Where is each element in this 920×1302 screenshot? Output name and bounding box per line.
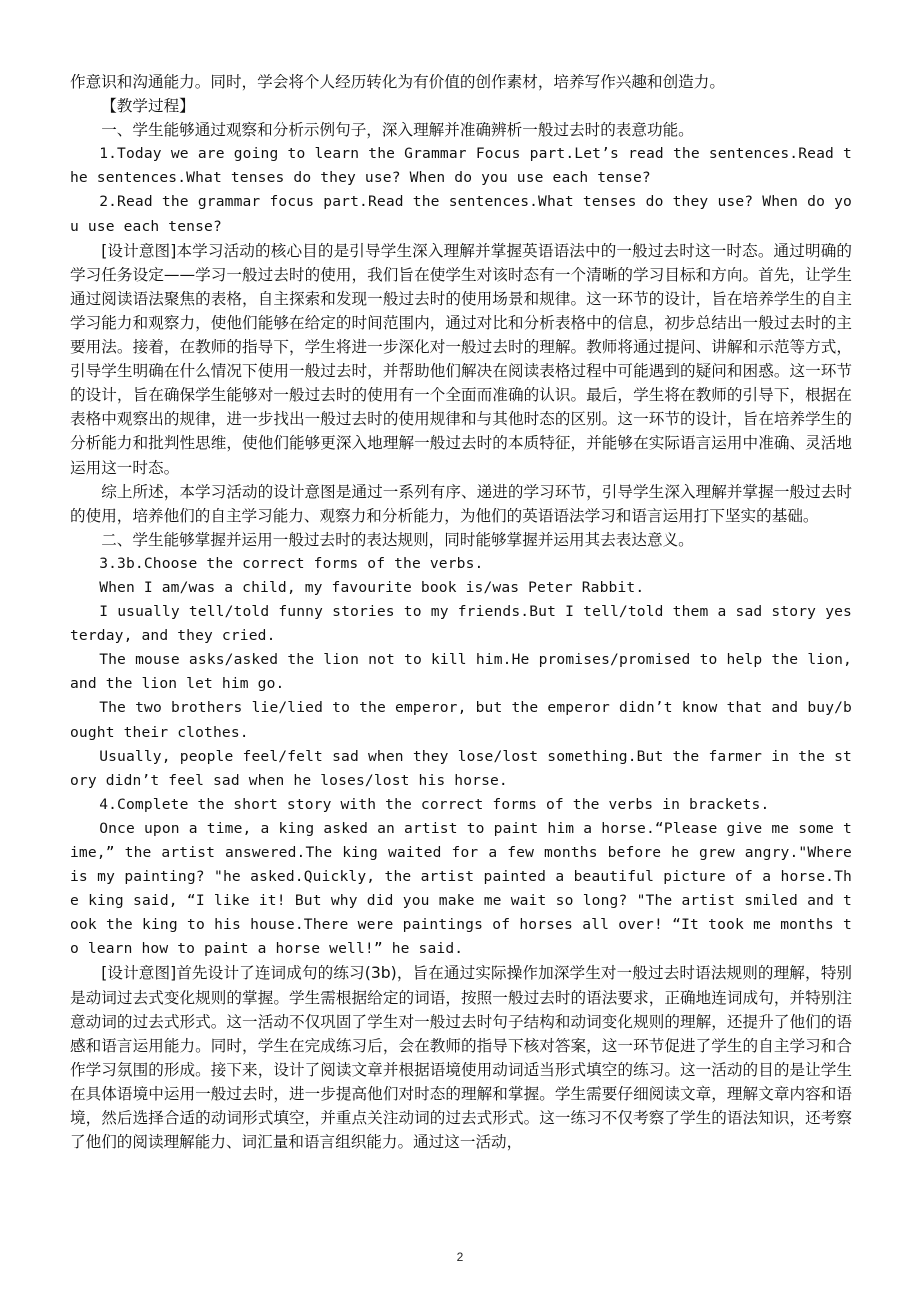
summary-paragraph: 综上所述，本学习活动的设计意图是通过一系列有序、递进的学习环节，引导学生深入理解并掌握一般过去时的使用，培养他们的自主学习能力、观察力和分析能力，为他们的英语语法学习和语言运用打下坚实的基础。 [70, 482, 852, 525]
design-intent-paragraph-1: [设计意图]本学习活动的核心目的是引导学生深入理解并掌握英语语法中的一般过去时这一时态。通过明确的学习任务设定——学习一般过去时的使用，我们旨在使学生对该时态有一个清晰的学习目标和方向。首先，让学生通过阅读语法聚焦的表格，自主探索和发现一般过去时的使用场景和规律。这一环节的设计，旨在培养学生的自主学习能力和观察力，使他们能够在给定的时间范围内，通过对比和分析表格中的信息，初步总结出一般过去时的主要用法。接着，在教师的指导下，学生将进一步深化对一般过去时的理解。教师将通过提问、讲解和示范等方式，引导学生明确在什么情况下使用一般过去时，并帮助他们解决在阅读表格过程中可能遇到的疑问和困惑。这一环节的设计，旨在确保学生能够对一般过去时的使用有一个全面而准确的认识。最后，学生将在教师的引导下，根据在表格中观察出的规律，进一步找出一般过去时的使用规律和与其他时态的区别。这一环节的设计，旨在培养学生的分析能力和批判性思维，使他们能够更深入地理解一般过去时的本质特征，并能够在实际语言运用中准确、灵活地运用这一时态。 [70, 241, 852, 477]
exercise-sentence: Usually, people feel/felt sad when they lose/lost something.But the farmer in the story didn’t feel sad when he loses/lost his horse. [70, 747, 852, 789]
activity-step-1: 1.Today we are going to learn the Grammar Focus part.Let’s read the sentences.Read the sentences.What tenses do they use? When do you use each tense? [70, 145, 852, 187]
objective-heading-2: 二、学生能够掌握并运用一般过去时的表达规则，同时能够掌握并运用其去表达意义。 [101, 530, 694, 549]
paragraph-continuation: 作意识和沟通能力。同时，学会将个人经历转化为有价值的创作素材，培养写作兴趣和创造力。 [70, 73, 725, 91]
exercise-sentence: The two brothers lie/lied to the emperor, but the emperor didn’t know that and buy/bought their clothes. [70, 699, 852, 741]
story-paragraph: Once upon a time, a king asked an artist to paint him a horse.“Please give me some time,” the artist answered.The king waited for a few months before he grew angry."Where is my painting? "he asked.Quickly, the artist painted a beautiful picture of a horse.The king said, “I like it! But why did you make me wait so long? "The artist smiled and took the king to his house.There were paintings of horses all over! “It took me months to learn how to paint a horse well!” he said. [70, 819, 852, 958]
activity-step-3: 3.3b.Choose the correct forms of the verbs. [99, 554, 484, 572]
page-number: 2 [456, 1250, 464, 1264]
objective-heading-1: 一、学生能够通过观察和分析示例句子，深入理解并准确辨析一般过去时的表意功能。 [101, 121, 694, 140]
activity-step-2: 2.Read the grammar focus part.Read the sentences.What tenses do they use? When do you use each tense? [70, 193, 852, 235]
exercise-sentence: When I am/was a child, my favourite book is/was Peter Rabbit. [99, 578, 645, 596]
section-heading-teaching-process: 【教学过程】 [101, 97, 195, 116]
exercise-sentence: I usually tell/told funny stories to my friends.But I tell/told them a sad story yesterday, and they cried. [70, 603, 852, 645]
activity-step-4: 4.Complete the short story with the correct forms of the verbs in brackets. [99, 795, 770, 813]
design-intent-paragraph-2: [设计意图]首先设计了连词成句的练习(3b)，旨在通过实际操作加深学生对一般过去时语法规则的理解，特别是动词过去式变化规则的掌握。学生需根据给定的词语，按照一般过去时的语法要求，正确地连词成句，并特别注意动词的过去式形式。这一活动不仅巩固了学生对一般过去时句子结构和动词变化规则的理解，还提升了他们的语感和语言运用能力。同时，学生在完成练习后，会在教师的指导下核对答案，这一环节促进了学生的自主学习和合作学习氛围的形成。接下来，设计了阅读文章并根据语境使用动词适当形式填空的练习。这一活动的目的是让学生在具体语境中运用一般过去时，进一步提高他们对时态的理解和掌握。学生需要仔细阅读文章，理解文章内容和语境，然后选择合适的动词形式填空，并重点关注动词的过去式形式。这一练习不仅考察了学生的语法知识，还考察了他们的阅读理解能力、词汇量和语言组织能力。通过这一活动， [70, 964, 852, 1152]
exercise-sentence: The mouse asks/asked the lion not to kill him.He promises/promised to help the lion, and the lion let him go. [70, 651, 852, 693]
document-body [70, 70, 852, 1154]
